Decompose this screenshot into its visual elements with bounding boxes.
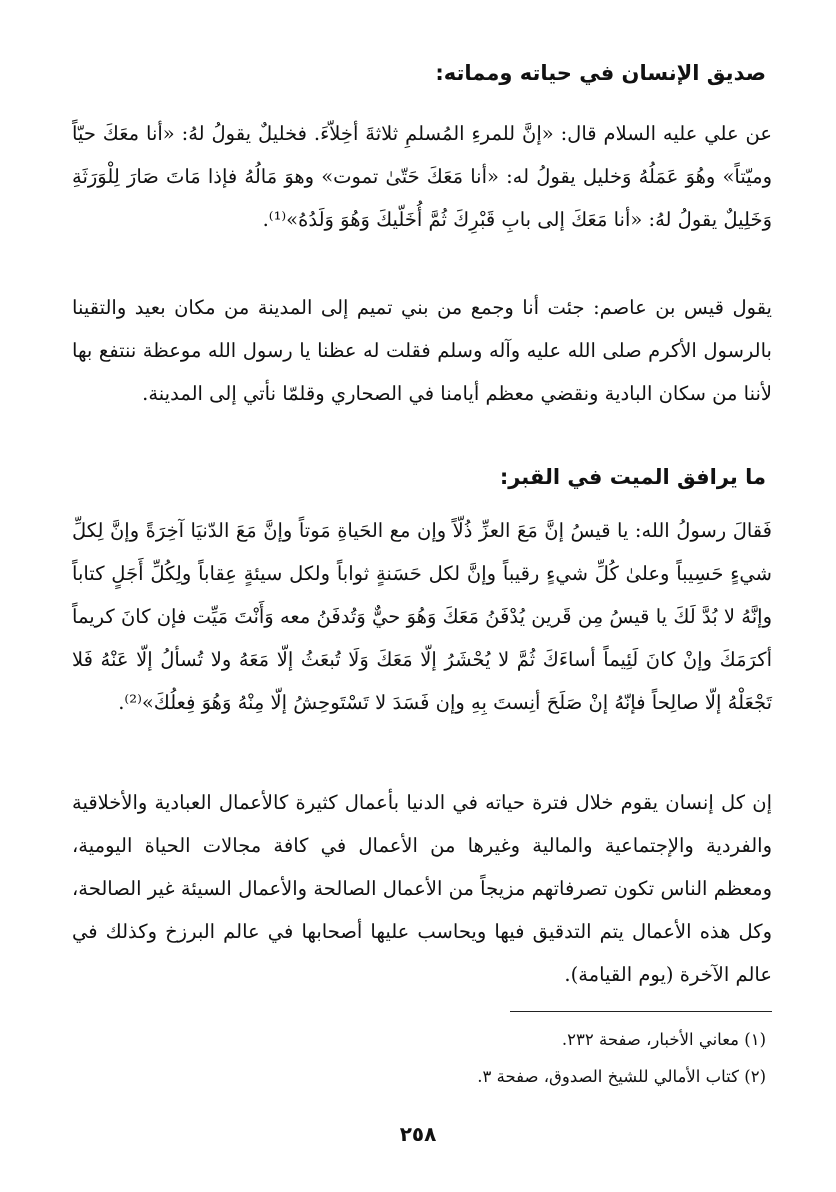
paragraph-deeds-reckoning: إن كل إنسان يقوم خلال فترة حياته في الدنيا بأعمال كثيرة كالأعمال العبادية والأخلاقية والفردية والإجتماعية والمالية وغيرها من الأعمال في كافة مجالات الحياة اليومية، ومعظم الناس تكون تصرفاتهم مزيجاً من الأعمال الصالحة والأعمال السيئة غير الصالحة، وكل هذه الأعمال يتم التدقيق فيها ويحاسب عليها أصحابها في عالم البرزخ وكذلك في عالم الآخرة (يوم القيامة). — [72, 791, 772, 986]
paragraph-prophet-advice: فَقالَ رسولُ الله: يا قيسُ إنَّ مَعَ العزِّ ذُلّاً وإن مع الحَياةِ مَوتاً وإنَّ مَعَ الدّنيَا آخِرَةً وإنَّ لِكلِّ شيءٍ حَسِيباً وعلىٰ كُلِّ شيءٍ رقيباً وإنَّ لكل حَسَنةٍ ثواباً ولكل سيئةٍ عِقاباً ولِكُلِّ أَجَلٍ كتاباً وإنَّهُ لا بُدَّ لَكَ يا قيسُ مِن قَرين يُدْفَنُ مَعَكَ وَهُوَ حيٌّ وَتُدفَنُ معه وَأَنْتَ مَيِّت فإن كانَ كريماً أكرَمَكَ وإنْ كانَ لَئِيماً أساءَكَ ثُمَّ لا يُحْشَرُ إلّا مَعَكَ وَلَا تُبعَثُ إلّا مَعَهُ ولا تُسألُ إلّا عَنْهُ فَلا تَجْعَلْهُ إلّا صالِحاً فإنّهُ إنْ صَلَحَ أنِستَ بِهِ وإن فَسَدَ لا تَسْتَوحِشُ إلّا مِنْهُ وَهُوَ فِعلُكَ»⁽²⁾. — [72, 519, 773, 714]
section-heading-grave: ما يرافق الميت في القبر: — [499, 465, 766, 489]
paragraph-qays-narration: يقول قيس بن عاصم: جئت أنا وجمع من بني تميم إلى المدينة من مكان بعيد والتقينا بالرسول الأكرم صلى الله عليه وآله وسلم فقلت له عظنا يا رسول الله موعظة ننتفع بها لأننا من سكان البادية ونقضي معظم أيامنا في الصحاري وقلمّا نأتي إلى المدينة. — [72, 296, 772, 405]
footnote-2: (٢) كتاب الأمالي للشيخ الصدوق، صفحة ٣. — [477, 1067, 766, 1086]
section-heading-companion: صديق الإنسان في حياته ومماته: — [435, 61, 766, 85]
footnote-divider — [510, 1011, 772, 1012]
page-number: ٢٥٨ — [399, 1122, 437, 1146]
paragraph-hadith-three-friends: عن علي عليه السلام قال: «إنَّ للمرءِ المُسلمِ ثلاثةَ أخِلاّءَ. فخليلٌ يقولُ لهُ: «أنا معَكَ حيّاً وميّتاً» وهُوَ عَمَلُهُ وَخليل يقولُ له: «أنا مَعَكَ حَتّىٰ تموت» وهوَ مَالُهُ فإذا مَاتَ صَارَ لِلْوَرَثَةِ وَخَلِيلٌ يقولُ لهُ: «أنا مَعَكَ إلى بابِ قَبْرِكَ ثُمَّ أُخَلّيكَ وَهُوَ وَلَدُهُ»⁽¹⁾. — [72, 122, 772, 231]
footnote-1: (١) معاني الأخبار، صفحة ٢٣٢. — [561, 1030, 766, 1049]
